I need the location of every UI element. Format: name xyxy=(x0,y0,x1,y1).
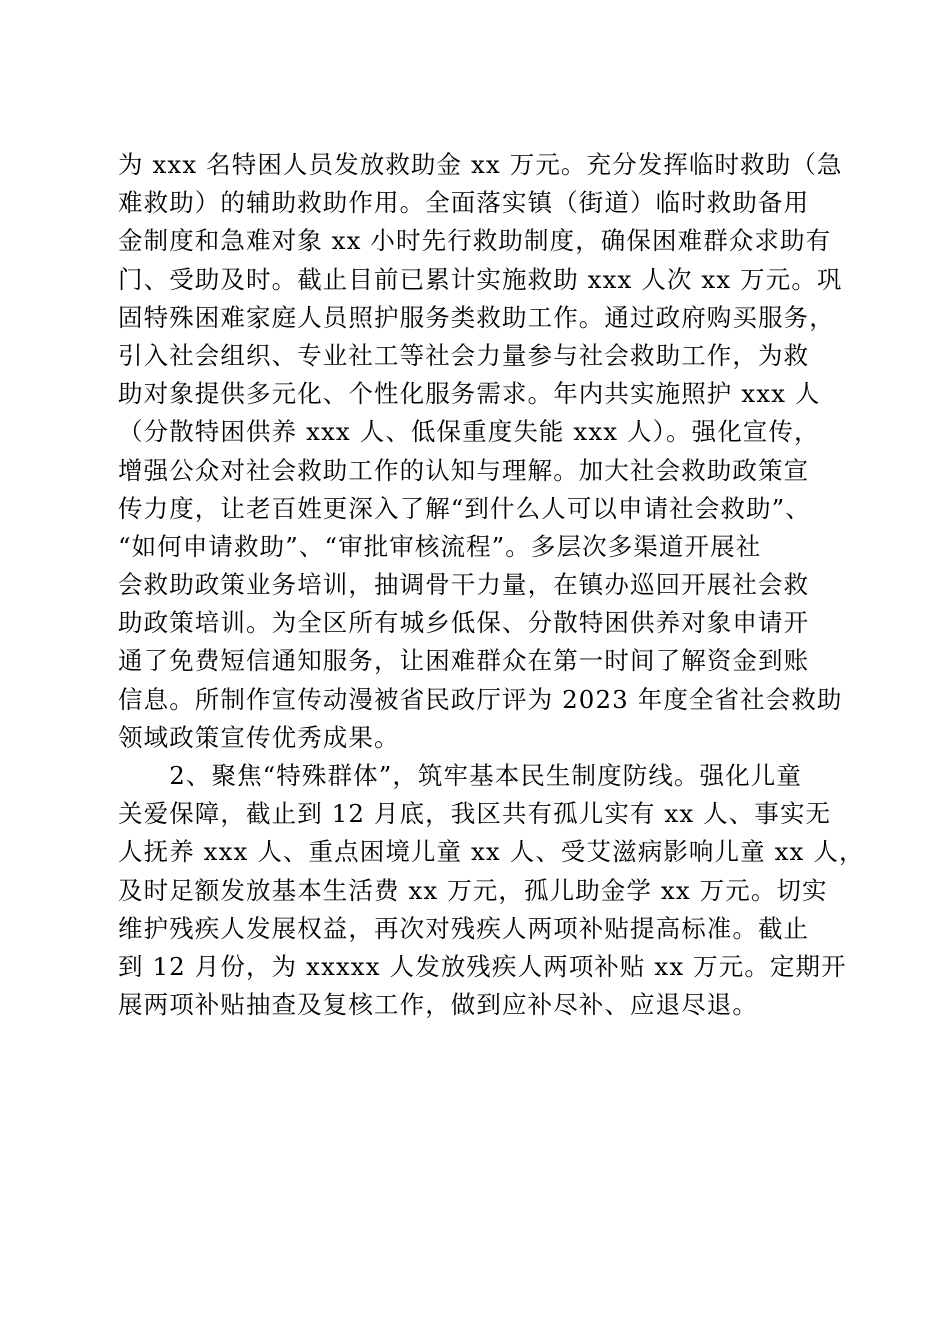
text-line: 展两项补贴抽查及复核工作，做到应补尽补、应退尽退。 xyxy=(118,990,758,1020)
text-line: 关爱保障，截止到 12 月底，我区共有孤儿实有 xx 人、事实无 xyxy=(118,799,832,829)
text-line: 增强公众对社会救助工作的认知与理解。加大社会救助政策宣 xyxy=(118,455,810,485)
text-line: 助政策培训。为全区所有城乡低保、分散特困供养对象申请开 xyxy=(118,608,810,638)
text-line: 金制度和急难对象 xx 小时先行救助制度，确保困难群众求助有 xyxy=(118,226,832,256)
text-line: 传力度，让老百姓更深入了解“到什么人可以申请社会救助”、 xyxy=(118,493,811,523)
text-line: 会救助政策业务培训，抽调骨干力量，在镇办巡回开展社会救 xyxy=(118,570,810,600)
document-body xyxy=(118,146,865,1024)
text-line: 门、受助及时。截止目前已累计实施救助 xxx 人次 xx 万元。巩 xyxy=(118,264,843,294)
text-line: “如何申请救助”、“审批审核流程”。多层次多渠道开展社 xyxy=(118,531,762,561)
paragraph-special-groups xyxy=(118,757,865,1024)
text-line: 难救助）的辅助救助作用。全面落实镇（街道）临时救助备用 xyxy=(118,188,810,218)
text-line: 到 12 月份，为 xxxxx 人发放残疾人两项补贴 xx 万元。定期开 xyxy=(118,951,847,981)
text-line: 人抚养 xxx 人、重点困境儿童 xx 人、受艾滋病影响儿童 xx 人， xyxy=(118,837,865,867)
text-line: （分散特困供养 xxx 人、低保重度失能 xxx 人）。强化宣传， xyxy=(118,417,820,447)
text-line: 引入社会组织、专业社工等社会力量参与社会救助工作，为救 xyxy=(118,340,810,370)
text-line: 信息。所制作宣传动漫被省民政厅评为 2023 年度全省社会救助 xyxy=(118,684,843,714)
text-line: 2、聚焦“特殊群体”，筑牢基本民生制度防线。强化儿童 xyxy=(118,761,802,790)
text-line: 领域政策宣传优秀成果。 xyxy=(118,722,400,752)
text-line: 固特殊困难家庭人员照护服务类救助工作。通过政府购买服务， xyxy=(118,302,835,332)
text-line: 为 xxx 名特困人员发放救助金 xx 万元。充分发挥临时救助（急 xyxy=(118,150,843,179)
paragraph-social-assistance xyxy=(118,146,848,757)
text-line: 维护残疾人发展权益，再次对残疾人两项补贴提高标准。截止 xyxy=(118,913,810,943)
text-line: 助对象提供多元化、个性化服务需求。年内共实施照护 xxx 人 xyxy=(118,379,821,409)
text-line: 通了免费短信通知服务，让困难群众在第一时间了解资金到账 xyxy=(118,646,810,676)
text-line: 及时足额发放基本生活费 xx 万元，孤儿助金学 xx 万元。切实 xyxy=(118,875,828,905)
